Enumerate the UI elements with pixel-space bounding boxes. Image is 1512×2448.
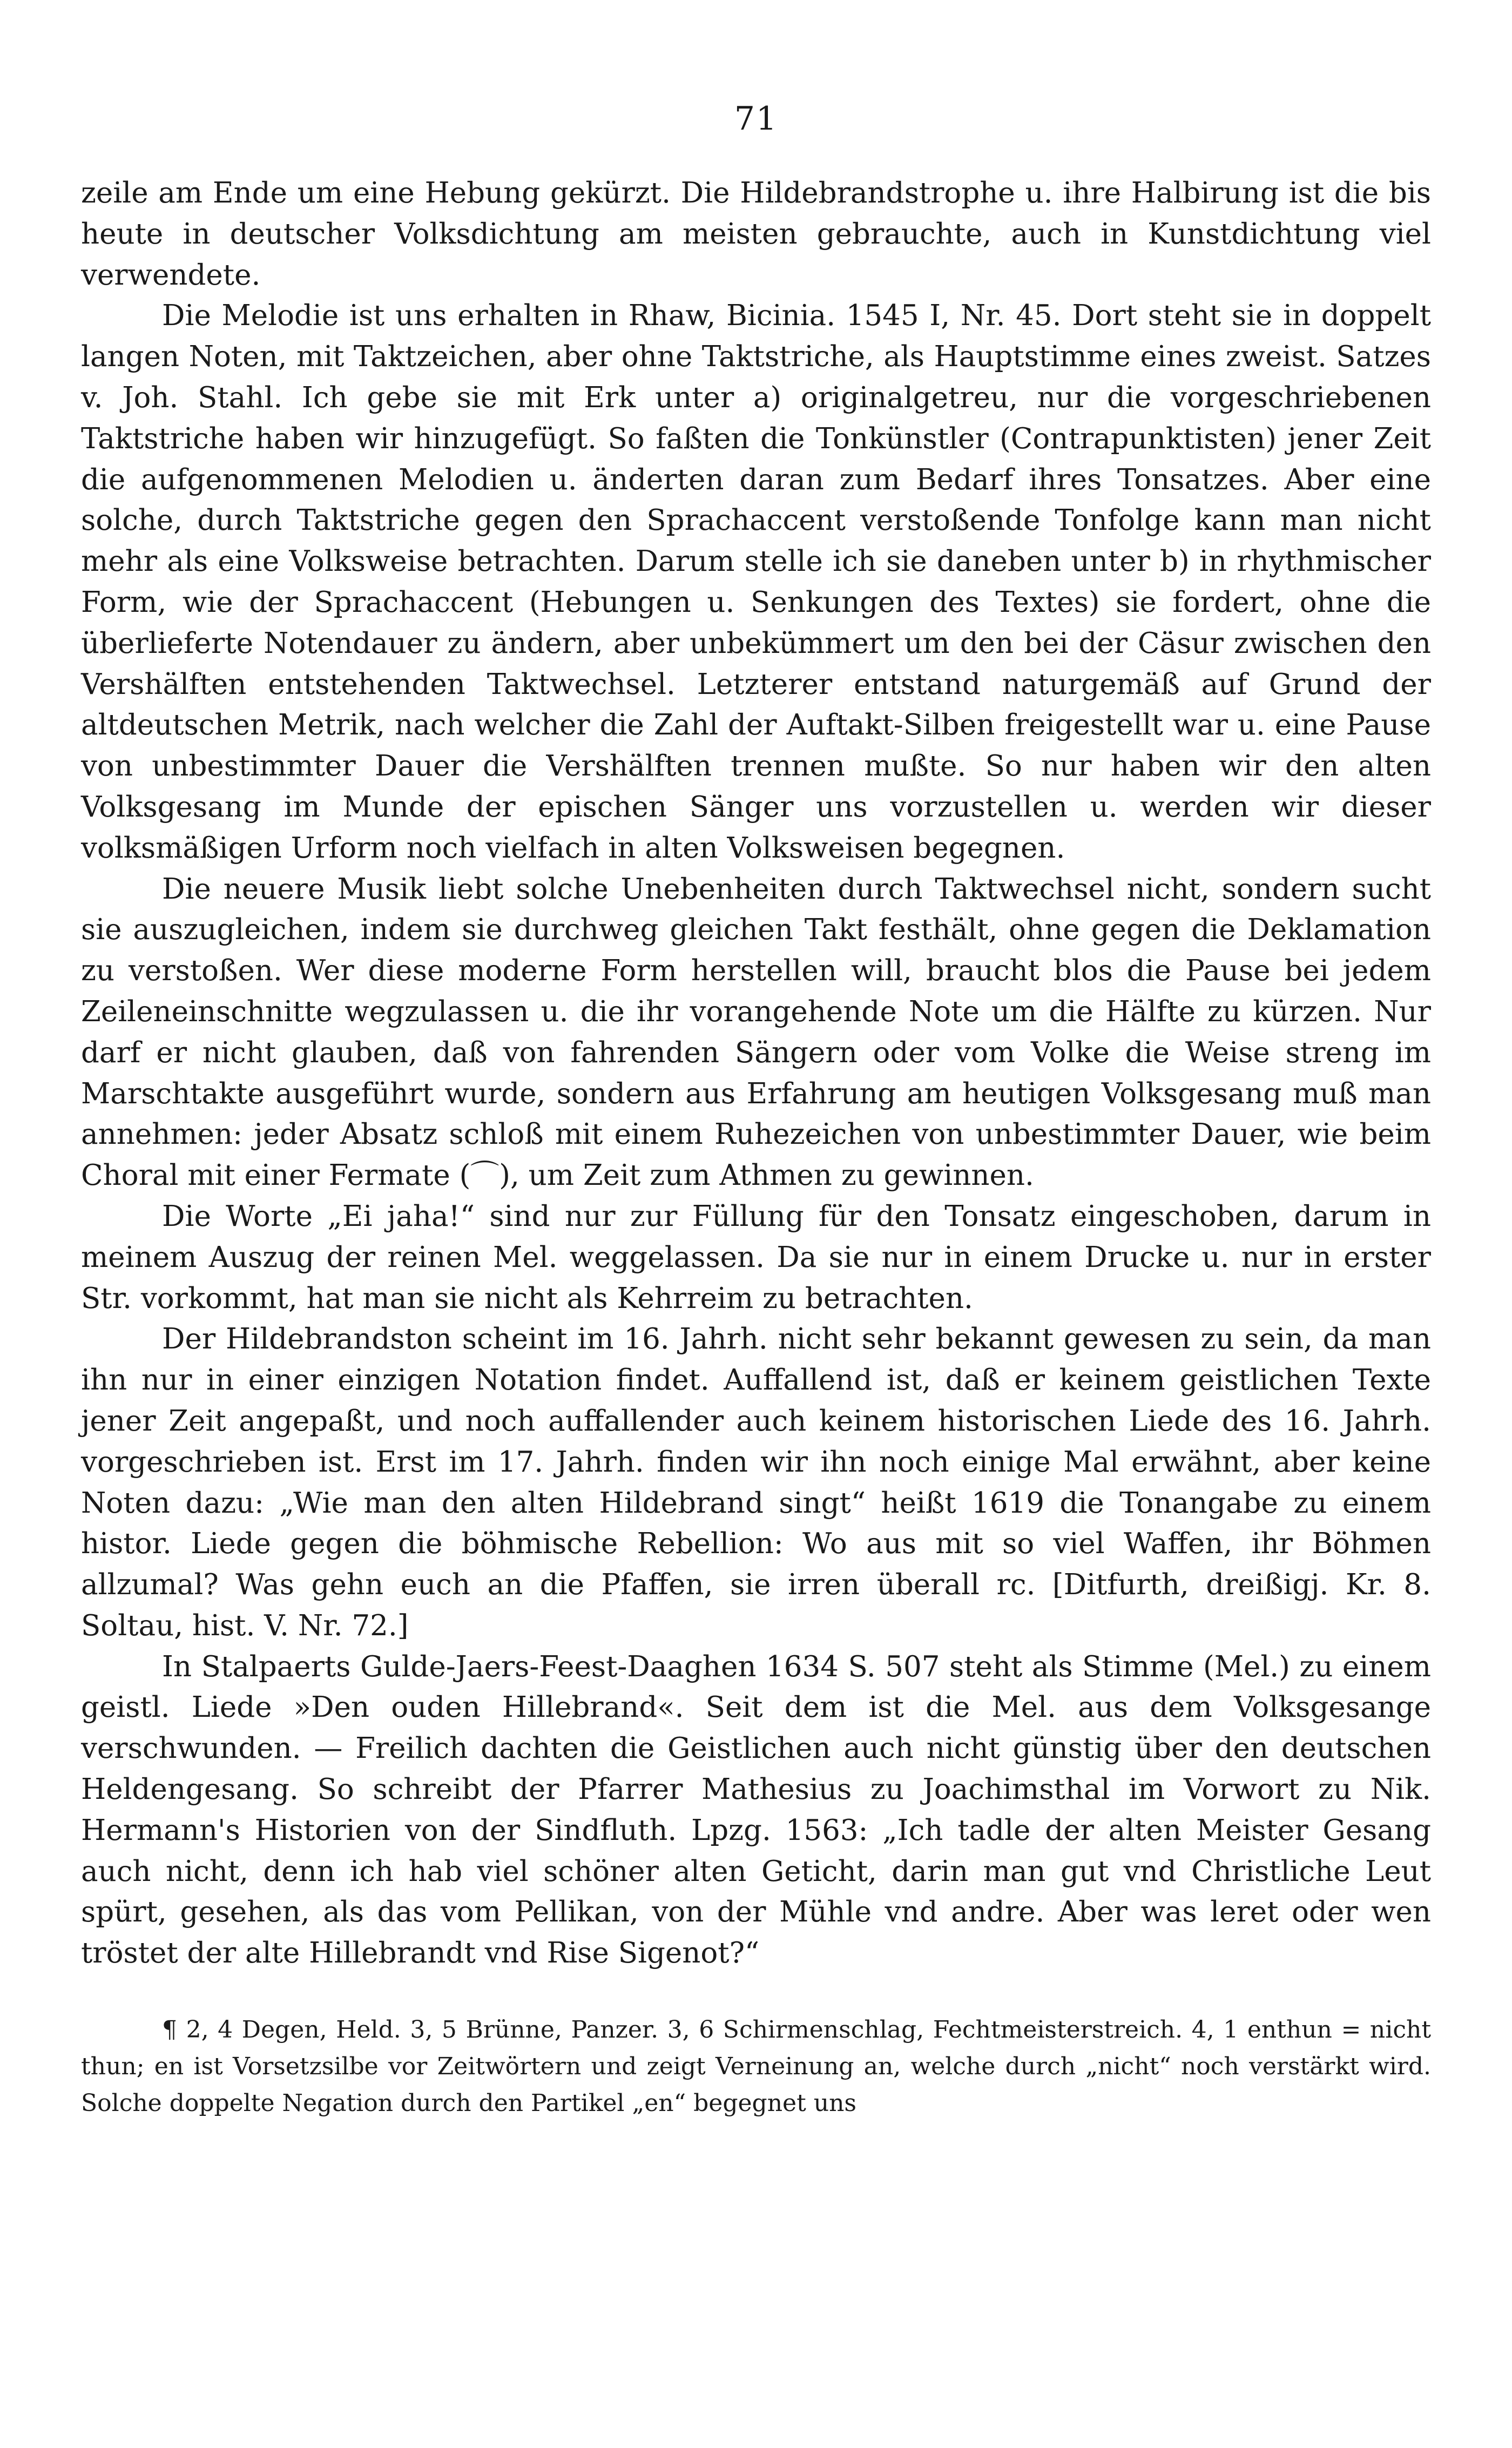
document-page: [81, 100, 1431, 2122]
paragraph: zeile am Ende um eine Hebung gekürzt. Die Hildebrandstrophe u. ihre Halbirung ist die bis heute in deutscher Volksdichtung am meisten gebrauchte, auch in Kunstdichtung viel verwendete.: [81, 177, 1431, 292]
paragraph: Die Worte „Ei jaha!“ sind nur zur Füllung für den Tonsatz eingeschoben, darum in meinem Auszug der reinen Mel. weggelassen. Da sie nur in einem Drucke u. nur in erster Str. vorkommt, hat man sie nicht als Kehrreim zu betrachten.: [81, 1199, 1431, 1315]
paragraph: Der Hildebrandston scheint im 16. Jahrh. nicht sehr bekannt gewesen zu sein, da man ihn nur in einer einzigen Notation findet. Auffallend ist, daß er keinem geistlichen Texte jener Zeit angepaßt, und noch auffallender auch keinem historischen Liede des 16. Jahrh. vorgeschrieben ist. Erst im 17. Jahrh. finden wir ihn noch einige Mal erwähnt, aber keine Noten dazu: „Wie man den alten Hildebrand singt“ heißt 1619 die Tonangabe zu einem histor. Liede gegen die böhmische Rebellion: Wo aus mit so viel Waffen, ihr Böhmen allzumal? Was gehn euch an die Pfaffen, sie irren überall rc. [Ditfurth, dreißigj. Kr. 8. Soltau, hist. V. Nr. 72.]: [81, 1323, 1431, 1642]
body-text: [81, 173, 1431, 1974]
paragraph: In Stalpaerts Gulde-Jaers-Feest-Daaghen 1634 S. 507 steht als Stimme (Mel.) zu einem geistl. Liede »Den ouden Hillebrand«. Seit dem ist die Mel. aus dem Volksgesange verschwunden. — Freilich dachten die Geistlichen auch nicht günstig über den deutschen Heldengesang. So schreibt der Pfarrer Mathesius zu Joachimsthal im Vorwort zu Nik. Hermann's Historien von der Sindfluth. Lpzg. 1563: „Ich tadle der alten Meister Gesang auch nicht, denn ich hab viel schöner alten Geticht, darin man gut vnd Christliche Leut spürt, gesehen, als das vom Pellikan, von der Mühle vnd andre. Aber was leret oder wen tröstet der alte Hillebrandt vnd Rise Sigenot?“: [81, 1650, 1431, 1970]
paragraph: Die neuere Musik liebt solche Unebenheiten durch Taktwechsel nicht, sondern sucht sie auszugleichen, indem sie durchweg gleichen Takt festhält, ohne gegen die Deklamation zu verstoßen. Wer diese moderne Form herstellen will, braucht blos die Pause bei jedem Zeileneinschnitte wegzulassen u. die ihr vorangehende Note um die Hälfte zu kürzen. Nur darf er nicht glauben, daß von fahrenden Sängern oder vom Volke die Weise streng im Marschtakte ausgeführt wurde, sondern aus Erfahrung am heutigen Volksgesang muß man annehmen: jeder Absatz schloß mit einem Ruhezeichen von unbestimmter Dauer, wie beim Choral mit einer Fermate (⌒), um Zeit zum Athmen zu gewinnen.: [81, 872, 1431, 1192]
footnote: ¶ 2, 4 Degen, Held. 3, 5 Brünne, Panzer. 3, 6 Schirmenschlag, Fechtmeisterstreich. 4, 1 enthun = nicht thun; en ist Vorsetzsilbe vor Zeitwörtern und zeigt Verneinung an, welche durch „nicht“ noch verstärkt wird. Solche doppelte Negation durch den Partikel „en“ begegnet uns: [81, 2016, 1431, 2117]
paragraph: Die Melodie ist uns erhalten in Rhaw, Bicinia. 1545 I, Nr. 45. Dort steht sie in doppelt langen Noten, mit Taktzeichen, aber ohne Taktstriche, als Hauptstimme eines zweist. Satzes v. Joh. Stahl. Ich gebe sie mit Erk unter a) originalgetreu, nur die vorgeschriebenen Taktstriche haben wir hinzugefügt. So faßten die Tonkünstler (Contrapunktisten) jener Zeit die aufgenommenen Melodien u. änderten daran zum Bedarf ihres Tonsatzes. Aber eine solche, durch Taktstriche gegen den Sprachaccent verstoßende Tonfolge kann man nicht mehr als eine Volksweise betrachten. Darum stelle ich sie daneben unter b) in rhythmischer Form, wie der Sprachaccent (Hebungen u. Senkungen des Textes) sie fordert, ohne die überlieferte Notendauer zu ändern, aber unbekümmert um den bei der Cäsur zwischen den Vershälften entstehenden Taktwechsel. Letzterer entstand naturgemäß auf Grund der altdeutschen Metrik, nach welcher die Zahl der Auftakt-Silben freigestellt war u. eine Pause von unbestimmter Dauer die Vershälften trennen mußte. So nur haben wir den alten Volksgesang im Munde der epischen Sänger uns vorzustellen u. werden wir dieser volksmäßigen Urform noch vielfach in alten Volksweisen begegnen.: [81, 299, 1431, 865]
footnotes: [81, 2012, 1431, 2122]
page-number: 71: [734, 100, 778, 138]
